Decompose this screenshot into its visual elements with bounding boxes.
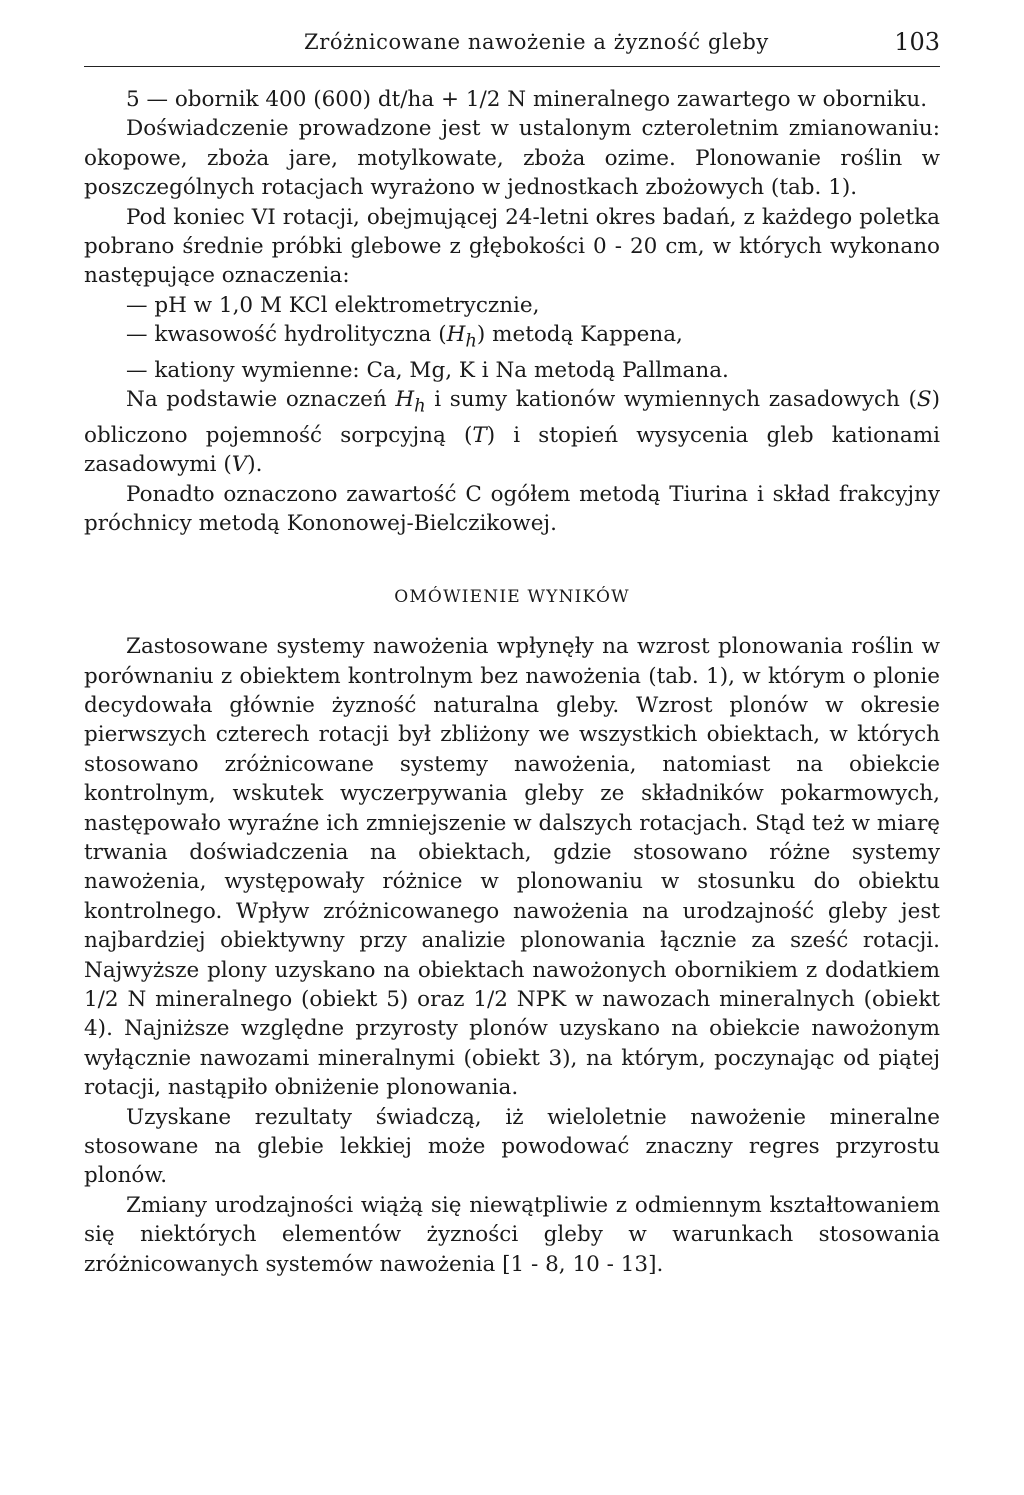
sorption-text-a: Na podstawie oznaczeń bbox=[126, 387, 396, 413]
acidity-text-pre: — kwasowość hydrolityczna ( bbox=[126, 322, 447, 348]
list-item-ph: — pH w 1,0 M KCl elektrometrycznie, bbox=[126, 292, 540, 318]
paragraph-soil-sampling: Pod koniec VI rotacji, obejmującej 24-letni okres badań, z każdego poletka pobrano średnie próbki glebowe z głębokości 0 - 20 cm, w których wykonano następujące oznaczenia: bbox=[84, 204, 940, 289]
list-item-acidity bbox=[84, 320, 940, 356]
acidity-text-post: ) metodą Kappena, bbox=[476, 322, 683, 348]
methods-section bbox=[84, 85, 940, 1279]
running-title: Zróżnicowane nawożenie a żyzność gleby bbox=[304, 30, 769, 54]
list-item-cations: — kationy wymienne: Ca, Mg, K i Na metodą Pallmana. bbox=[126, 357, 729, 383]
symbol-hh-subscript: h bbox=[414, 395, 426, 417]
paragraph-fertilizer-variant: 5 — obornik 400 (600) dt/ha + 1/2 N mineralnego zawartego w oborniku. bbox=[126, 87, 928, 112]
paragraph-yield-results: Zastosowane systemy nawożenia wpłynęły na wzrost plonowania roślin w porównaniu z obiektem kontrolnym bez nawożenia (tab. 1), w którym o plonie decydowała głównie żyzność naturalna gleby. Wzrost plonów w okresie pierwszych czterech rotacji był zbliżony we wszystkich obiektach, w których stosowano zróżnicowane systemy nawożenia, natomiast na obiekcie kontrolnym, wskutek wyczerpywania gleby ze składników pokarmowych, następowało wyraźne ich zmniejszenie w dalszych rotacjach. Stąd też w miarę trwania doświadczenia na obiektach, gdzie stosowano różne systemy nawożenia, występowały różnice w plonowaniu w stosunku do obiektu kontrolnego. Wpływ zróżnicowanego nawożenia na urodzajność gleby jest najbardziej obiektywny przy analizie plonowania łącznie za sześć rotacji. Najwyższe plony uzyskano na obiektach nawożonych obornikiem z dodatkiem 1/2 N mineralnego (obiekt 5) oraz 1/2 NPK w nawozach mineralnych (obiekt 4). Najniższe względne przyrosty plonów uzyskano na obiekcie nawożonym wyłącznie nawozami mineralnymi (obiekt 3), na którym, poczynając od piątej rotacji, nastąpiło obniżenie plonowania. bbox=[84, 634, 940, 1101]
sorption-text-d: ) i stopień wysycenia gleb kationami zasadowymi ( bbox=[84, 423, 940, 478]
symbol-s: S bbox=[916, 387, 932, 413]
paragraph-fertility-changes: Zmiany urodzajności wiążą się niewątpliwie z odmiennym kształtowaniem się niektórych elementów żyzności gleby w warunkach stosowania zróżnicowanych systemów nawożenia [1 - 8, 10 - 13]. bbox=[84, 1192, 940, 1277]
results-section bbox=[84, 632, 940, 1279]
sorption-text-b: i sumy kationów wymiennych zasadowych ( bbox=[425, 387, 917, 413]
symbol-h: H bbox=[446, 322, 466, 348]
document-page bbox=[84, 22, 940, 1279]
sorption-text-e: ). bbox=[247, 452, 263, 478]
symbol-v: V bbox=[231, 452, 248, 478]
paragraph-humus: Ponadto oznaczono zawartość C ogółem metodą Tiurina i skład frakcyjny próchnicy metodą Kononowej-Bielczikowej. bbox=[84, 481, 940, 537]
running-header bbox=[84, 22, 940, 67]
page-number: 103 bbox=[894, 28, 940, 56]
paragraph-crop-rotation: Doświadczenie prowadzone jest w ustalonym czteroletnim zmianowaniu: okopowe, zboża jare, motylkowate, zboża ozime. Plonowanie roślin w poszczególnych rotacjach wyrażono w jednostkach zbożowych (tab. 1). bbox=[84, 116, 940, 201]
paragraph-mineral-regress: Uzyskane rezultaty świadczą, iż wieloletnie nawożenie mineralne stosowane na glebie lekkiej może powodować znaczny regres przyrostu plonów. bbox=[84, 1104, 940, 1189]
symbol-hh: H bbox=[395, 387, 415, 413]
section-heading: OMÓWIENIE WYNIKÓW bbox=[394, 586, 630, 607]
symbol-h-subscript: h bbox=[465, 330, 477, 352]
paragraph-sorption bbox=[84, 385, 940, 480]
sorption-text-c: ) obliczono pojemność sorpcyjną ( bbox=[84, 387, 940, 449]
symbol-t: T bbox=[472, 423, 487, 449]
